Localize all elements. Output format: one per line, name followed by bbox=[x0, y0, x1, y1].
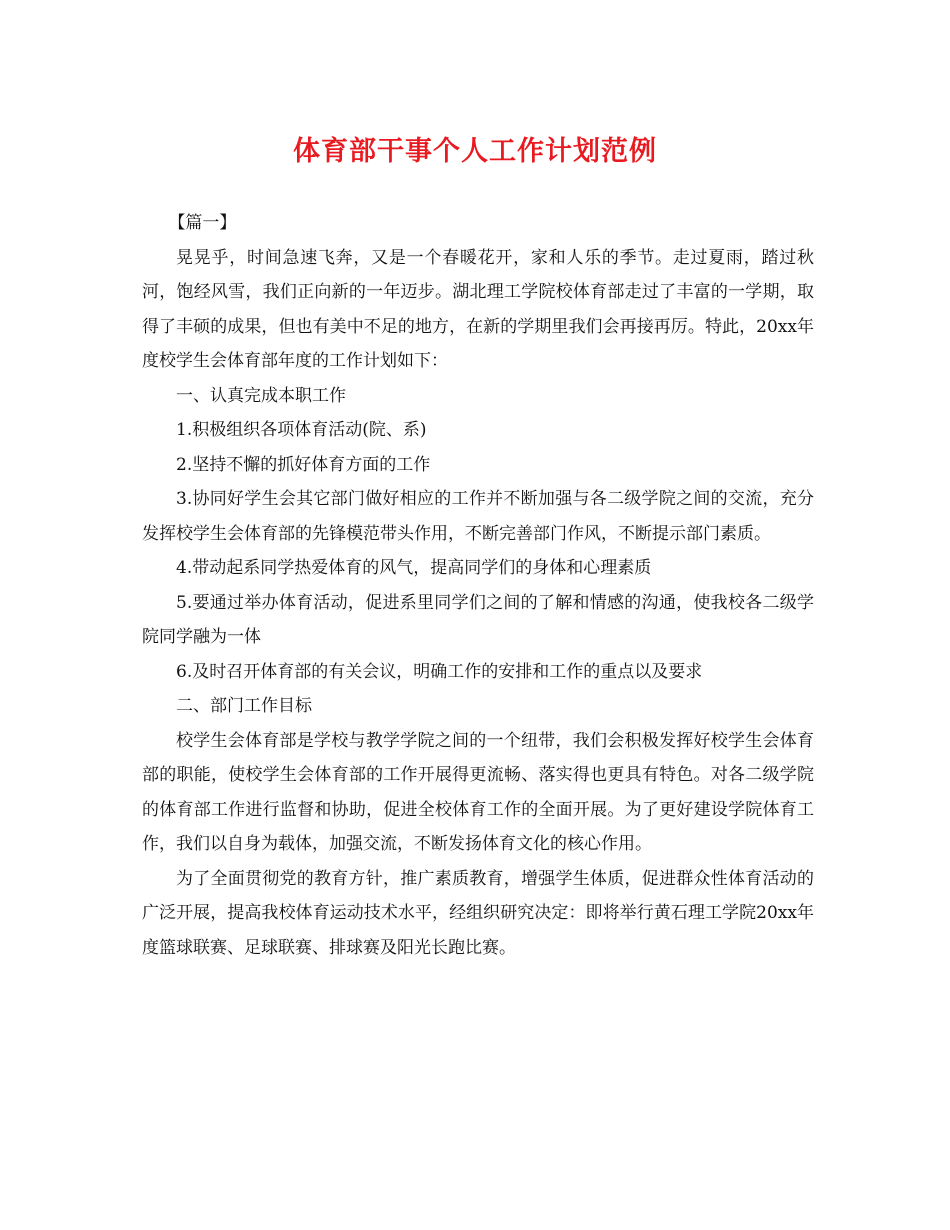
paragraph-events: 为了全面贯彻党的教育方针，推广素质教育，增强学生体质，促进群众性体育活动的广泛开展，提高我校体育运动技术水平，经组织研究决定：即将举行黄石理工学院20xx年度篮球联赛、足球联赛、排球赛及阳光长跑比赛。 bbox=[142, 868, 814, 958]
section-mark: 【篇一】 bbox=[168, 213, 237, 233]
heading-goals: 二、部门工作目标 bbox=[176, 696, 312, 716]
document-title: 体育部干事个人工作计划范例 bbox=[293, 136, 657, 167]
document-body bbox=[142, 206, 814, 965]
list-item-2: 2.坚持不懈的抓好体育方面的工作 bbox=[176, 454, 431, 475]
paragraph-goals: 校学生会体育部是学校与教学学院之间的一个纽带，我们会积极发挥好校学生会体育部的职能，使校学生会体育部的工作开展得更流畅、落实得也更具有特色。对各二级学院的体育部工作进行监督和协助，促进全校体育工作的全面开展。为了更好建设学院体育工作，我们以自身为载体，加强交流，不断发扬体育文化的核心作用。 bbox=[142, 730, 814, 854]
list-item-4: 4.带动起系同学热爱体育的风气，提高同学们的身体和心理素质 bbox=[176, 558, 652, 578]
list-item-6: 6.及时召开体育部的有关会议，明确工作的安排和工作的重点以及要求 bbox=[176, 661, 703, 682]
heading-duties: 一、认真完成本职工作 bbox=[176, 385, 346, 406]
paragraph-intro: 晃晃乎，时间急速飞奔，又是一个春暖花开，家和人乐的季节。走过夏雨，踏过秋河，饱经风雪，我们正向新的一年迈步。湖北理工学院校体育部走过了丰富的一学期，取得了丰硕的成果，但也有美中不足的地方，在新的学期里我们会再接再厉。特此，20xx年度校学生会体育部年度的工作计划如下： bbox=[142, 247, 814, 371]
list-item-3: 3.协同好学生会其它部门做好相应的工作并不断加强与各二级学院之间的交流，充分发挥校学生会体育部的先锋模范带头作用，不断完善部门作风，不断提示部门素质。 bbox=[142, 489, 814, 544]
list-item-5: 5.要通过举办体育活动，促进系里同学们之间的了解和情感的沟通，使我校各二级学院同学融为一体 bbox=[142, 592, 814, 647]
list-item-1: 1.积极组织各项体育活动(院、系) bbox=[176, 420, 427, 440]
